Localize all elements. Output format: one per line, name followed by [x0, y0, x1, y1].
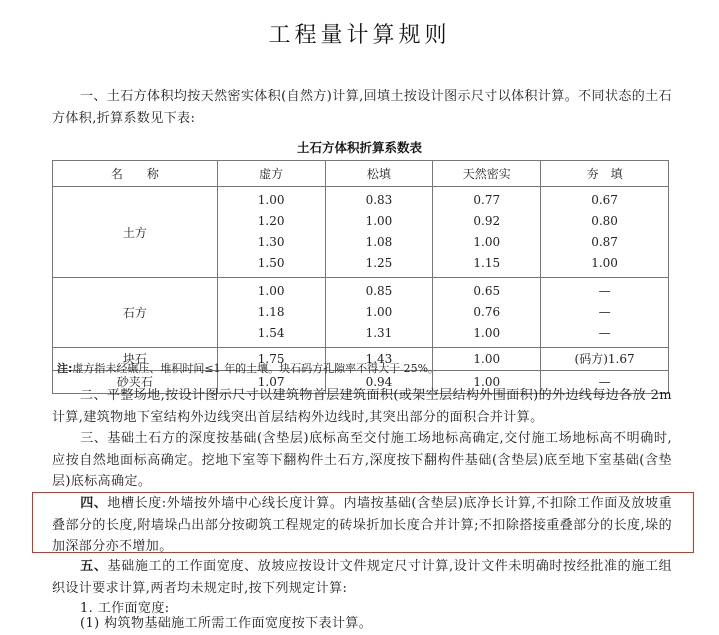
- page-title: 工程量计算规则: [268, 23, 451, 48]
- header-loose: 虚方: [217, 161, 325, 187]
- cell: 0.77: [473, 193, 501, 207]
- section-1: [52, 86, 672, 129]
- section-3-text: 基础土石方的深度按基础(含垫层)底标高至交付施工场地标高确定,交付施工场地标高不明确时,应按自然地面标高确定。挖地下室等下翻构件土石方,深度按下翻构件基础(含垫层)底至地下室基础(含垫层)底标高确定。: [52, 431, 672, 489]
- header-compacted: 夯 填: [541, 161, 669, 187]
- earth-natural: [433, 187, 541, 278]
- section-5-text: 基础施工的工作面宽度、放坡应按设计文件规定尺寸计算,设计文件未明确时按经批准的施工组织设计要求计算,两者均未规定时,按下列规定计算:: [52, 559, 672, 596]
- item-1-label: 1. 工作面宽度:: [80, 601, 170, 616]
- cell: 0.85: [365, 284, 393, 298]
- cell: —: [598, 305, 611, 319]
- cell: 1.31: [365, 326, 393, 340]
- cell: 1.00: [591, 256, 618, 270]
- cell: 1.00: [473, 326, 501, 340]
- cell: 0.65: [473, 284, 501, 298]
- conversion-coefficient-table: [52, 160, 669, 394]
- cell: 1.00: [365, 214, 393, 228]
- section-4: [52, 493, 672, 558]
- table-header-row: [53, 161, 669, 187]
- section-2-text: 平整场地,按设计图示尺寸以建筑物首层建筑面积(或架空层结构外围面积)的外边线每边各放 2m 计算,建筑物地下室结构外边线突出首层结构外边线时,其突出部分的面积合并计算。: [52, 388, 672, 425]
- cell: 1.00: [257, 284, 285, 298]
- cutoff-line-text: (1) 构筑物基础施工所需工作面宽度按下表计算。: [80, 616, 373, 631]
- cell: 0.67: [591, 193, 618, 207]
- rock-natural: [433, 278, 541, 348]
- section-3-lead: 三、: [80, 431, 108, 446]
- section-1-text: 土石方体积均按天然密实体积(自然方)计算,回填土按设计图示尺寸以体积计算。不同状态的土石方体积,折算系数见下表:: [52, 89, 672, 126]
- section-1-lead: 一、: [80, 89, 107, 104]
- cell: 1.00: [433, 348, 541, 371]
- section-4-lead: 四、: [80, 496, 108, 511]
- cell: 1.00: [473, 235, 501, 249]
- cell: 1.00: [365, 305, 393, 319]
- cell: 1.00: [433, 371, 541, 394]
- section-4-text: 地槽长度:外墙按外墙中心线长度计算。内墙按基础(含垫层)底净长计算,不扣除工作面及放坡重叠部分的长度,附墙垛凸出部分按砌筑工程规定的砖垛折加长度合并计算;不扣除搭接重叠部分的长度,垛的加深部分亦不增加。: [52, 496, 672, 554]
- table-note: [57, 360, 439, 376]
- section-5-lead: 五、: [80, 559, 108, 574]
- cell: 0.76: [473, 305, 501, 319]
- row-label-sand-gravel: 砂夹石: [53, 371, 218, 394]
- cell: 1.20: [257, 214, 285, 228]
- cell: 1.75: [217, 348, 325, 371]
- cutoff-line: [0, 613, 719, 631]
- cell: 1.50: [257, 256, 285, 270]
- cell: 0.87: [591, 235, 618, 249]
- row-label-earth: 土方: [53, 187, 218, 278]
- earth-loose-fill: [325, 187, 433, 278]
- section-3: [52, 428, 672, 493]
- table-row-earth: [53, 187, 669, 278]
- header-name: 名 称: [53, 161, 218, 187]
- rock-loose: [217, 278, 325, 348]
- cell: 1.54: [257, 326, 285, 340]
- note-text: 虚方指未经碾压、堆积时间≤1 年的土壤。块石码方孔隙率不得大于 25%。: [72, 362, 440, 375]
- cell: 0.94: [325, 371, 433, 394]
- header-loose-fill: 松填: [325, 161, 433, 187]
- section-2-lead: 二、: [80, 388, 107, 403]
- cell: 1.15: [473, 256, 501, 270]
- cell: 0.83: [365, 193, 393, 207]
- cell: 0.80: [591, 214, 618, 228]
- row-label-rock: 石方: [53, 278, 218, 348]
- cutoff-text: [52, 613, 672, 635]
- table-title: 土石方体积折算系数表: [296, 140, 422, 155]
- cell: 1.08: [365, 235, 393, 249]
- cell: —: [598, 326, 611, 340]
- cell: 1.25: [365, 256, 393, 270]
- cell: 1.43: [325, 348, 433, 371]
- cell: 1.30: [257, 235, 285, 249]
- earth-compacted: [541, 187, 669, 278]
- cell: 1.07: [217, 371, 325, 394]
- cell: 1.18: [257, 305, 285, 319]
- section-5: [52, 556, 672, 599]
- section-2: [52, 385, 672, 428]
- header-natural-dense: 天然密实: [433, 161, 541, 187]
- earth-loose: [217, 187, 325, 278]
- cell: (码方)1.67: [541, 348, 669, 371]
- cell: 1.00: [257, 193, 285, 207]
- cell: —: [598, 284, 611, 298]
- table-row-rock: [53, 278, 669, 348]
- cell: 0.92: [473, 214, 501, 228]
- row-label-block-stone: 块石: [53, 348, 218, 371]
- note-label: 注:: [57, 362, 73, 375]
- cell: —: [541, 371, 669, 394]
- rock-compacted: [541, 278, 669, 348]
- rock-loose-fill: [325, 278, 433, 348]
